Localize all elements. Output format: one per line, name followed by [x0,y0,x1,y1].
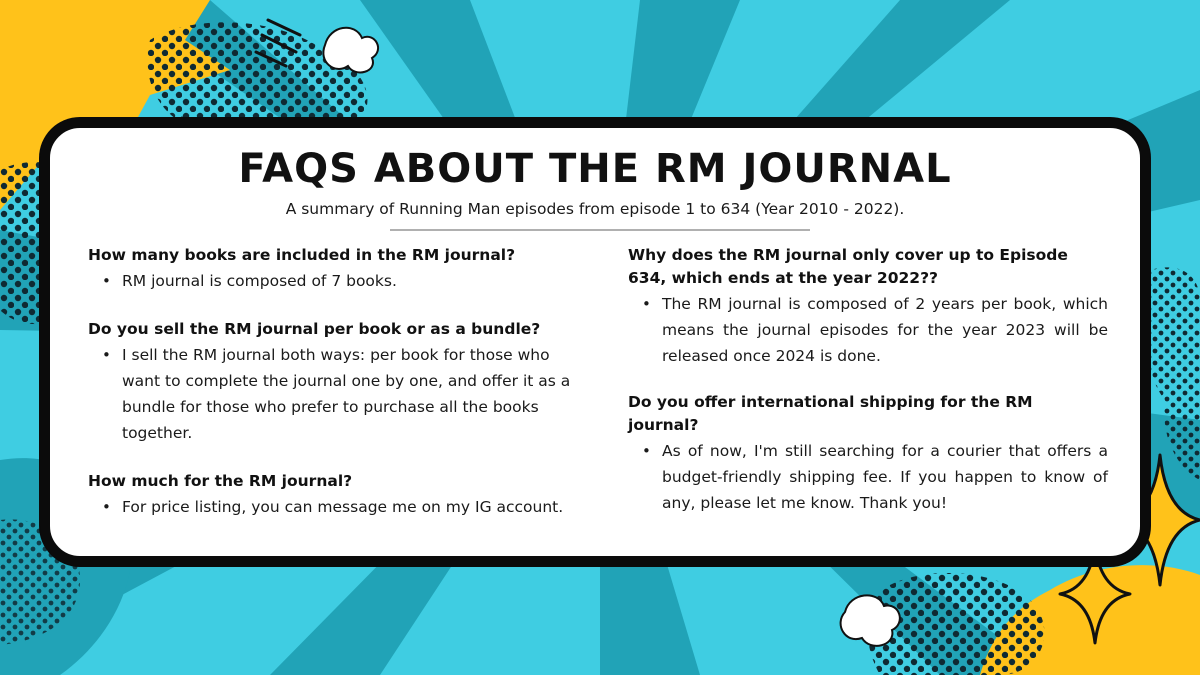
faq-answer-text: For price listing, you can message me on my IG account. [122,498,564,516]
faq-answer [88,342,588,446]
faq-answer-text: As of now, I'm still searching for a courier that offers a budget-friendly shipping fee. If you happen to know of any, please let me know. Thank you! [662,442,1108,512]
faq-answer-text: I sell the RM journal both ways: per book for those who want to complete the journal one by one, and offer it as a bundle for those who prefer to purchase all the books together. [122,346,571,442]
bullet-icon: • [102,272,111,290]
faq-question: Do you sell the RM journal per book or as a bundle? [88,320,541,338]
faq-item [628,391,1108,516]
bullet-icon: • [102,498,111,516]
faq-card [40,118,1150,566]
bullet-icon: • [102,346,111,364]
faq-answer-text: The RM journal is composed of 2 years per book, which means the journal episodes for the year 2023 will be released once 2024 is done. [662,295,1108,365]
faq-question: How much for the RM journal? [88,472,353,490]
page-subtitle: A summary of Running Man episodes from episode 1 to 634 (Year 2010 - 2022). [285,200,905,218]
faq-item [88,244,588,294]
faq-column-left [88,244,588,544]
faq-item [628,244,1108,369]
faq-answer [628,291,1108,369]
faq-column-right [628,244,1108,538]
faq-answer [88,494,588,520]
faq-item [88,318,588,446]
faq-item [88,470,588,520]
bullet-icon: • [642,442,651,460]
bullet-icon: • [642,295,651,313]
faq-question: How many books are included in the RM journal? [88,246,516,264]
faq-question: Do you offer international shipping for the RM journal? [628,393,1033,434]
title-divider [390,229,810,231]
faq-question: Why does the RM journal only cover up to Episode 634, which ends at the year 2022?? [628,246,1068,287]
faq-answer [628,438,1108,516]
faq-answer-text: RM journal is composed of 7 books. [122,272,397,290]
page-title: FAQS ABOUT THE RM JOURNAL [238,146,952,192]
faq-answer [88,268,588,294]
